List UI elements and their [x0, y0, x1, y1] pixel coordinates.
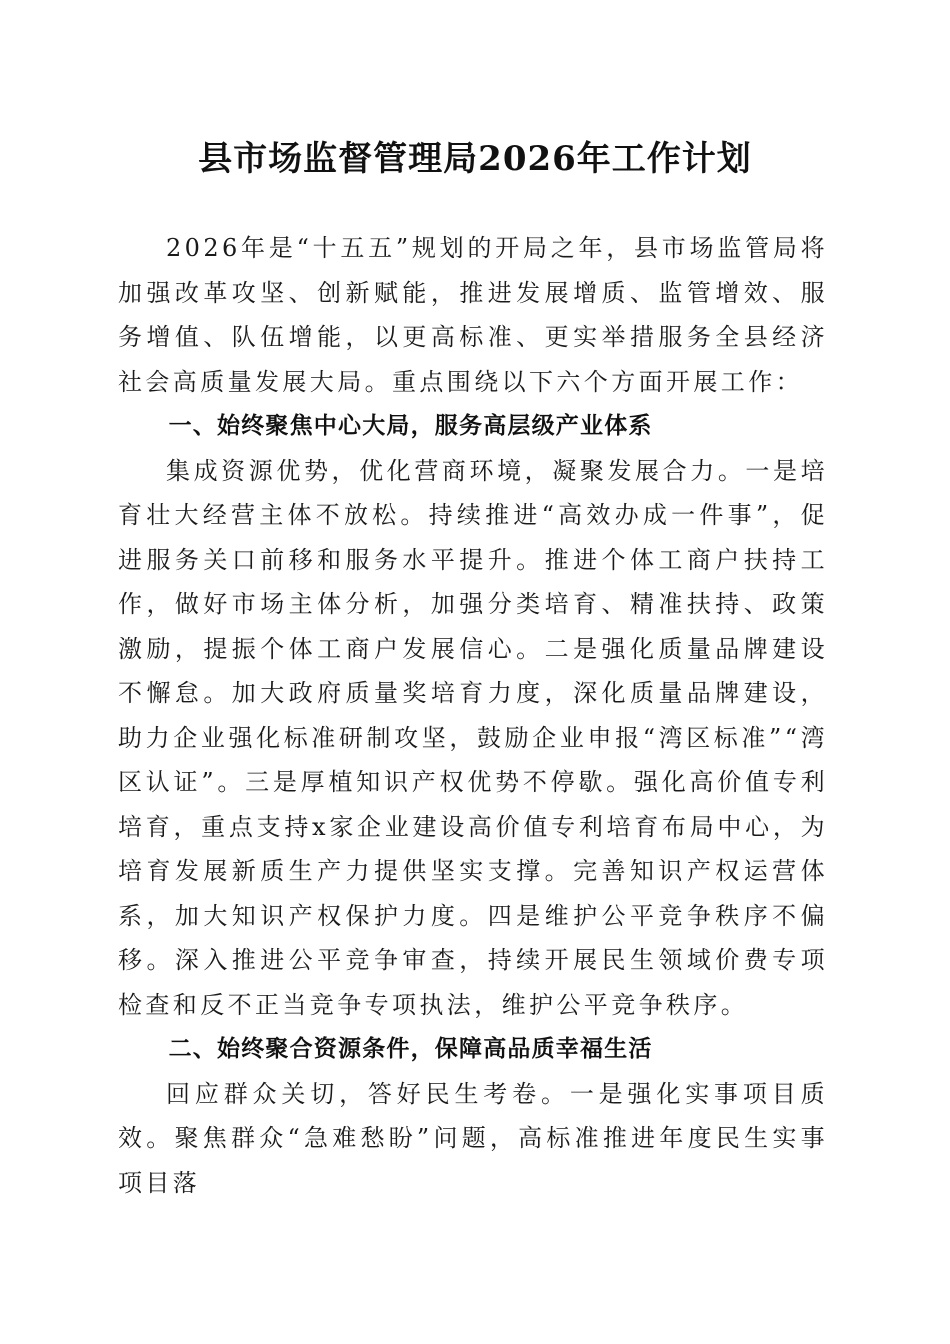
section-paragraph-2: 回应群众关切，答好民生考卷。一是强化实事项目质效。聚焦群众“急难愁盼”问题，高标准推进年度民生实事项目落 — [118, 1079, 828, 1197]
intro-paragraph: 2026年是“十五五”规划的开局之年，县市场监管局将加强改革攻坚、创新赋能，推进发展增质、监管增效、服务增值、队伍增能，以更高标准、更实举措服务全县经济社会高质量发展大局。重点围绕以下六个方面开展工作： — [118, 234, 828, 396]
document-body — [118, 226, 828, 1205]
section-paragraph-1: 集成资源优势，优化营商环境，凝聚发展合力。一是培育壮大经营主体不放松。持续推进“高效办成一件事”，促进服务关口前移和服务水平提升。推进个体工商户扶持工作，做好市场主体分析，加强分类培育、精准扶持、政策激励，提振个体工商户发展信心。二是强化质量品牌建设不懈怠。加大政府质量奖培育力度，深化质量品牌建设，助力企业强化标准研制攻坚，鼓励企业申报“湾区标准”“湾区认证”。三是厚植知识产权优势不停歇。强化高价值专利培育，重点支持x家企业建设高价值专利培育布局中心，为培育发展新质生产力提供坚实支撑。完善知识产权运营体系，加大知识产权保护力度。四是维护公平竞争秩序不偏移。深入推进公平竞争审查，持续开展民生领域价费专项检查和反不正当竞争专项执法，维护公平竞争秩序。 — [118, 456, 828, 1019]
document-title: 县市场监督管理局2026年工作计划 — [198, 139, 752, 179]
section-heading-2: 二、始终聚合资源条件，保障高品质幸福生活 — [168, 1036, 653, 1062]
section-heading-1: 一、始终聚焦中心大局，服务高层级产业体系 — [168, 413, 653, 439]
